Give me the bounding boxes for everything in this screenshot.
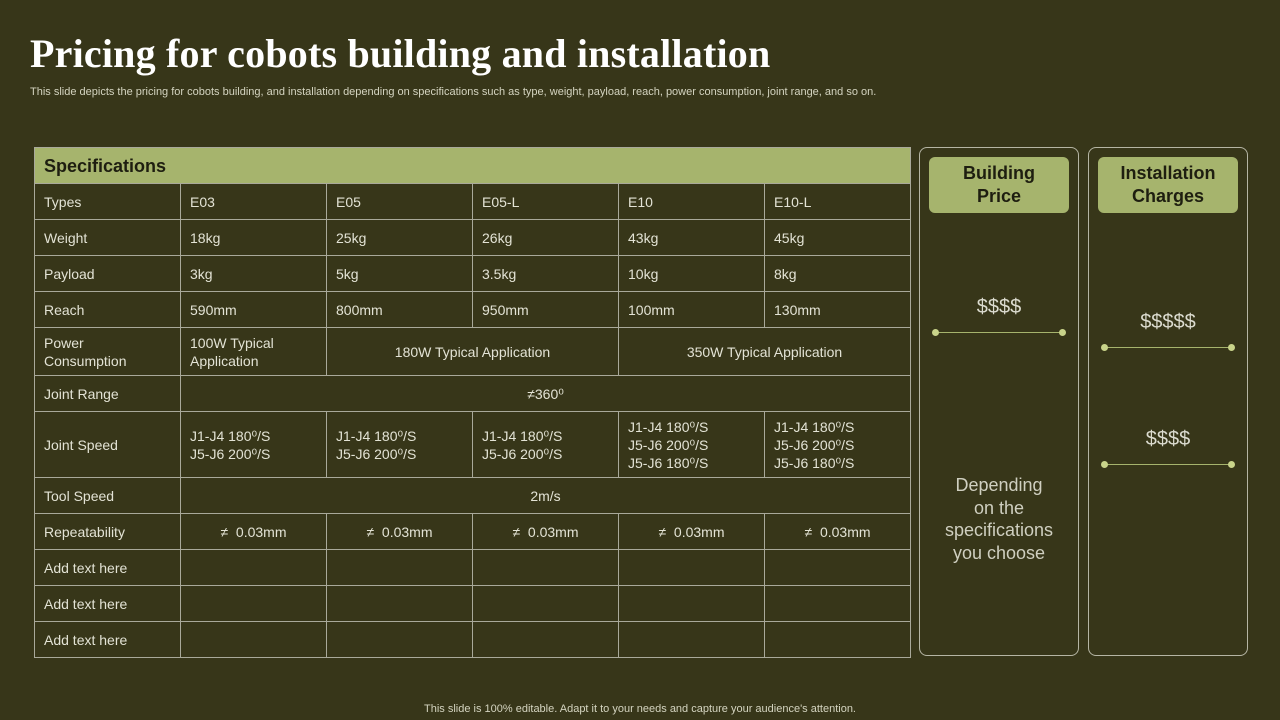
row-label: Joint Range	[35, 376, 181, 412]
dot-marker	[1228, 461, 1235, 468]
table-row	[35, 184, 911, 220]
table-cell: J1-J4 180⁰/S J5-J6 200⁰/S J5-J6 180⁰/S	[765, 412, 911, 478]
table-cell	[765, 550, 911, 586]
table-row	[35, 514, 911, 550]
table-row	[35, 328, 911, 376]
specifications-table	[34, 147, 911, 658]
table-cell: 100W Typical Application	[181, 328, 327, 376]
table-cell: 590mm	[181, 292, 327, 328]
table-cell: J1-J4 180⁰/S J5-J6 200⁰/S J5-J6 180⁰/S	[619, 412, 765, 478]
table-row	[35, 586, 911, 622]
table-cell: 8kg	[765, 256, 911, 292]
table-cell	[473, 586, 619, 622]
table-cell: ≠ 0.03mm	[473, 514, 619, 550]
table-row	[35, 412, 911, 478]
row-label: Add text here	[35, 586, 181, 622]
table-cell: ≠360⁰	[181, 376, 911, 412]
divider-line	[935, 332, 1063, 333]
installation-price-value: $$$$$	[1140, 311, 1196, 333]
table-cell	[765, 622, 911, 658]
table-header: Specifications	[35, 148, 911, 184]
table-cell: ≠ 0.03mm	[619, 514, 765, 550]
table-row	[35, 376, 911, 412]
table-cell: 950mm	[473, 292, 619, 328]
table-cell: 130mm	[765, 292, 911, 328]
table-cell: ≠ 0.03mm	[327, 514, 473, 550]
table-cell: ≠ 0.03mm	[181, 514, 327, 550]
dot-marker	[932, 329, 939, 336]
dot-marker	[1101, 344, 1108, 351]
footer-note: This slide is 100% editable. Adapt it to your needs and capture your audience's attention.	[424, 703, 856, 715]
table-cell	[765, 586, 911, 622]
table-header-row	[35, 148, 911, 184]
divider-line	[1104, 347, 1232, 348]
table-cell	[327, 622, 473, 658]
table-row	[35, 256, 911, 292]
installation-charges-label: Installation Charges	[1098, 157, 1238, 213]
table-cell: 26kg	[473, 220, 619, 256]
table-cell: 2m/s	[181, 478, 911, 514]
table-cell	[619, 586, 765, 622]
table-cell: 5kg	[327, 256, 473, 292]
table-cell: E10-L	[765, 184, 911, 220]
table-cell	[327, 586, 473, 622]
dot-marker	[1228, 344, 1235, 351]
table-cell: 18kg	[181, 220, 327, 256]
table-cell	[473, 622, 619, 658]
row-label: Payload	[35, 256, 181, 292]
table-row	[35, 550, 911, 586]
building-price-value: $$$$	[976, 296, 1022, 318]
table-cell: 800mm	[327, 292, 473, 328]
page-subtitle: This slide depicts the pricing for cobots building, and installation depending on specifications such as type, weight, payload, reach, power consumption, joint range, and so on.	[30, 86, 877, 98]
row-label: Repeatability	[35, 514, 181, 550]
table-cell: E05-L	[473, 184, 619, 220]
table-cell	[619, 622, 765, 658]
installation-charges-panel	[1088, 147, 1248, 656]
table-cell	[181, 586, 327, 622]
table-cell: 43kg	[619, 220, 765, 256]
row-label: Power Consumption	[35, 328, 181, 376]
table-row	[35, 292, 911, 328]
table-row	[35, 478, 911, 514]
table-cell	[327, 550, 473, 586]
table-cell: 3.5kg	[473, 256, 619, 292]
table-cell: 10kg	[619, 256, 765, 292]
row-label: Joint Speed	[35, 412, 181, 478]
divider-line	[1104, 464, 1232, 465]
table-cell: 3kg	[181, 256, 327, 292]
table-cell: 180W Typical Application	[327, 328, 619, 376]
table-row	[35, 622, 911, 658]
table-cell	[181, 622, 327, 658]
table-cell: J1-J4 180⁰/S J5-J6 200⁰/S	[473, 412, 619, 478]
table-cell: E03	[181, 184, 327, 220]
table-cell	[181, 550, 327, 586]
table-cell: 25kg	[327, 220, 473, 256]
installation-price-value-2: $$$$	[1145, 428, 1191, 450]
page-title: Pricing for cobots building and installation	[30, 31, 771, 76]
table-cell: J1-J4 180⁰/S J5-J6 200⁰/S	[181, 412, 327, 478]
table-cell: ≠ 0.03mm	[765, 514, 911, 550]
table-cell	[473, 550, 619, 586]
table-row	[35, 220, 911, 256]
dot-marker	[1059, 329, 1066, 336]
building-price-panel	[919, 147, 1079, 656]
building-price-label: Building Price	[929, 157, 1069, 213]
row-label: Add text here	[35, 622, 181, 658]
row-label: Reach	[35, 292, 181, 328]
table-cell: 45kg	[765, 220, 911, 256]
dot-marker	[1101, 461, 1108, 468]
table-cell: J1-J4 180⁰/S J5-J6 200⁰/S	[327, 412, 473, 478]
row-label: Types	[35, 184, 181, 220]
table-cell	[619, 550, 765, 586]
table-cell: 100mm	[619, 292, 765, 328]
row-label: Tool Speed	[35, 478, 181, 514]
building-price-note: Depending on the specifications you choose	[944, 475, 1054, 563]
table-cell: 350W Typical Application	[619, 328, 911, 376]
table-cell: E05	[327, 184, 473, 220]
row-label: Weight	[35, 220, 181, 256]
table-cell: E10	[619, 184, 765, 220]
row-label: Add text here	[35, 550, 181, 586]
